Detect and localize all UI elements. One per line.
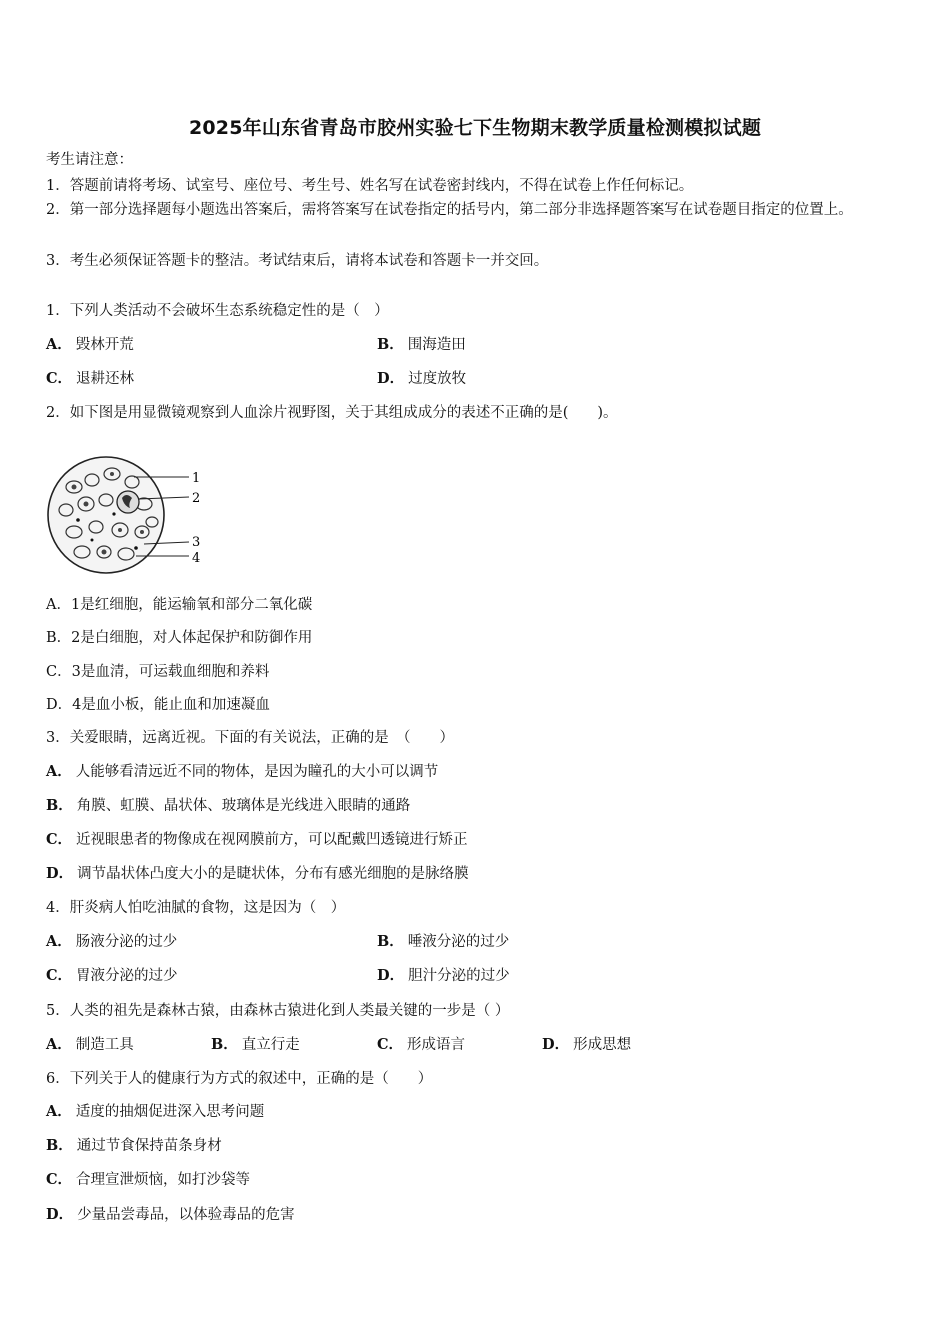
option-b: B．2是白细胞，对人体起保护和防御作用 [46,630,313,646]
option-c: C． 合理宣泄烦恼，如打沙袋等 [46,1171,251,1188]
figure-label: 3 [192,535,201,550]
question-stem: 4．肝炎病人怕吃油腻的食物，这是因为（ ） [46,900,346,916]
option-d: D． 形成思想 [542,1036,632,1053]
figure-label: 1 [192,471,201,486]
option-d: D． 过度放牧 [377,370,467,387]
option-b: B． 直立行走 [211,1036,300,1053]
option-d: D． 调节晶状体凸度大小的是睫状体，分布有感光细胞的是脉络膜 [46,865,469,882]
option-b: B． 角膜、虹膜、晶状体、玻璃体是光线进入眼睛的通路 [46,797,411,814]
option-a: A．1是红细胞，能运输氧和部分二氧化碳 [46,597,313,613]
option-a: A． 制造工具 [46,1036,134,1053]
blood-smear-figure [44,452,214,582]
notice-heading: 考生请注意： [46,152,133,168]
option-d: D．4是血小板，能止血和加速凝血 [46,697,270,713]
option-c: C． 胃液分泌的过少 [46,967,178,984]
option-c: C． 近视眼患者的物像成在视网膜前方，可以配戴凹透镜进行矫正 [46,831,468,848]
option-a: A． 人能够看清远近不同的物体，是因为瞳孔的大小可以调节 [46,763,439,780]
option-b: B． 唾液分泌的过少 [377,933,510,950]
option-a: A． 毁林开荒 [46,336,134,353]
option-d: D． 胆汁分泌的过少 [377,967,510,984]
notice-item: 1．答题前请将考场、试室号、座位号、考生号、姓名写在试卷密封线内，不得在试卷上作任何标记。 [46,178,694,194]
option-b: B． 通过节食保持苗条身材 [46,1137,222,1154]
question-stem: 2．如下图是用显微镜观察到人血涂片视野图，关于其组成成分的表述不正确的是( )。 [46,405,618,421]
option-c: C．3是血清，可运载血细胞和养料 [46,664,270,680]
figure-label: 2 [192,491,201,506]
question-stem: 6．下列关于人的健康行为方式的叙述中，正确的是（ ） [46,1071,433,1087]
page-title: 2025年山东省青岛市胶州实验七下生物期末教学质量检测模拟试题 [188,117,762,139]
figure-label: 4 [192,551,201,566]
option-c: C． 形成语言 [377,1036,466,1053]
question-stem: 1．下列人类活动不会破坏生态系统稳定性的是（ ） [46,303,389,319]
notice-item: 3．考生必须保证答题卡的整洁。考试结束后，请将本试卷和答题卡一并交回。 [46,253,549,269]
option-b: B． 围海造田 [377,336,466,353]
question-stem: 3．关爱眼睛，远离近视。下面的有关说法，正确的是 （ ） [46,730,454,746]
option-d: D． 少量品尝毒品，以体验毒品的危害 [46,1206,295,1223]
question-stem: 5．人类的祖先是森林古猿，由森林古猿进化到人类最关键的一步是（ ） [46,1003,510,1019]
notice-item: 2．第一部分选择题每小题选出答案后，需将答案写在试卷指定的括号内，第二部分非选择题答案写在试卷题目指定的位置上。 [46,202,853,218]
option-a: A． 肠液分泌的过少 [46,933,178,950]
option-c: C． 退耕还林 [46,370,135,387]
option-a: A． 适度的抽烟促进深入思考问题 [46,1103,265,1120]
